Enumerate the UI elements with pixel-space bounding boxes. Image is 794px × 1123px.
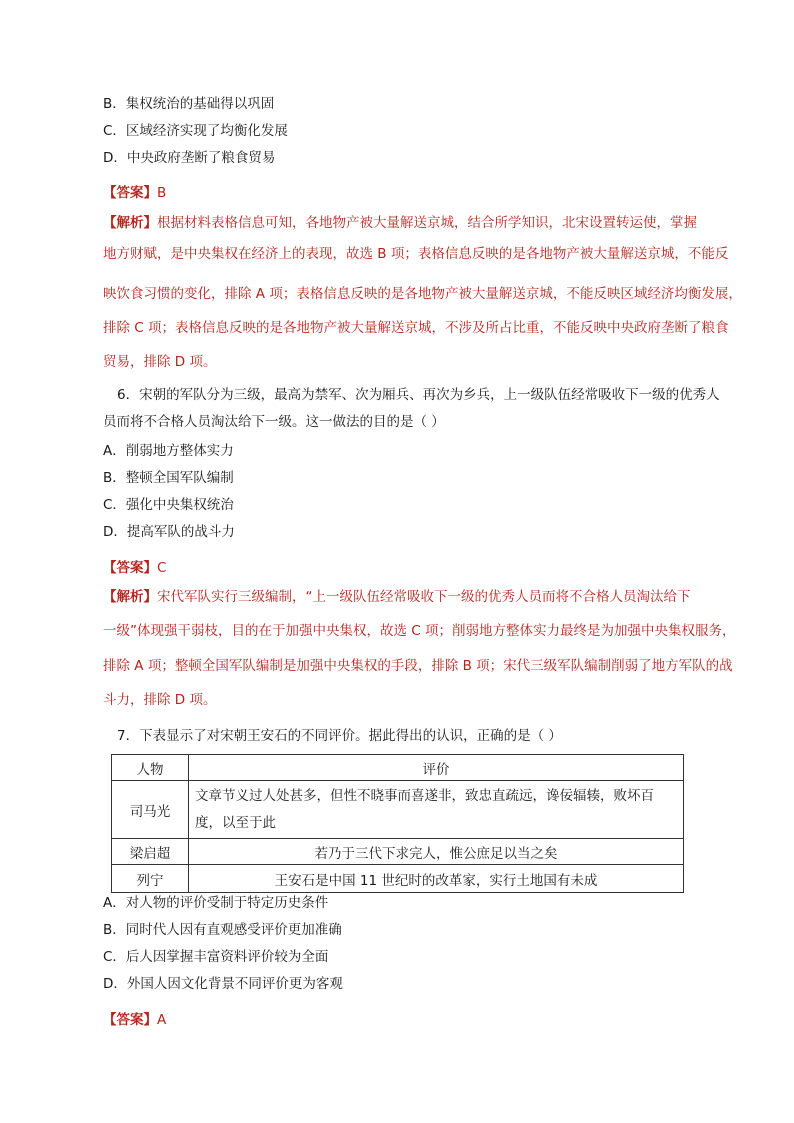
person-cell: 司马光 — [112, 781, 189, 839]
analysis-label: 【解析】 — [103, 215, 157, 231]
table-row — [112, 839, 684, 865]
answer-value: A — [157, 1012, 167, 1028]
q7-stem: 7．下表显示了对宋朝王安石的不同评价。据此得出的认识，正确的是（ ） — [117, 728, 562, 744]
table-header-row — [112, 755, 684, 781]
q7-option-d: D．外国人因文化背景不同评价更为客观 — [103, 976, 343, 992]
q5-answer — [103, 183, 166, 203]
q5-analysis-line: 贸易，排除 D 项。 — [103, 354, 217, 370]
person-cell: 梁启超 — [112, 839, 189, 865]
q5-analysis-line: 【解析】根据材料表格信息可知，各地物产被大量解送京城，结合所学知识，北宋设置转运使，掌握 — [103, 215, 697, 231]
table-row — [112, 781, 684, 839]
person-cell: 列宁 — [112, 865, 189, 893]
q5-option-d: D．中央政府垄断了粮食贸易 — [103, 150, 276, 166]
q6-analysis-line: 排除 A 项；整顿全国军队编制是加强中央集权的手段，排除 B 项；宋代三级军队编制削弱了地方军队的战 — [103, 658, 733, 674]
answer-label: 【答案】 — [103, 185, 157, 201]
q6-stem-line: 6．宋朝的军队分为三级，最高为禁军、次为厢兵、再次为乡兵，上一级队伍经常吸收下一级的优秀人 — [117, 387, 720, 403]
evaluation-table — [111, 754, 684, 893]
q5-analysis-line: 排除 C 项；表格信息反映的是各地物产被大量解送京城，不涉及所占比重，不能反映中央政府垄断了粮食 — [103, 320, 729, 336]
answer-value: B — [157, 185, 167, 201]
q7-answer — [103, 1010, 166, 1030]
q5-option-b: B．集权统治的基础得以巩固 — [103, 96, 275, 112]
q5-analysis-line: 映饮食习惯的变化，排除 A 项；表格信息反映的是各地物产被大量解送京城，不能反映区域经济均衡发展， — [103, 286, 742, 302]
answer-label: 【答案】 — [103, 1012, 157, 1028]
q5-analysis-line: 地方财赋，是中央集权在经济上的表现，故选 B 项；表格信息反映的是各地物产被大量解送京城，不能反 — [103, 246, 729, 262]
q6-analysis-line: 一级”体现强干弱枝，目的在于加强中央集权，故选 C 项；削弱地方整体实力最终是为加强中央集权服务， — [103, 623, 736, 639]
evaluation-cell: 若乃于三代下求完人，惟公庶足以当之矣 — [189, 839, 684, 865]
answer-value: C — [157, 560, 167, 576]
table-row — [112, 865, 684, 893]
evaluation-cell: 王安石是中国 11 世纪时的改革家，实行土地国有未成 — [189, 865, 684, 893]
q7-option-a: A．对人物的评价受制于特定历史条件 — [103, 895, 329, 911]
q6-analysis-line: 【解析】宋代军队实行三级编制，“上一级队伍经常吸收下一级的优秀人员而将不合格人员淘汰给下 — [103, 589, 691, 605]
q6-option-c: C．强化中央集权统治 — [103, 497, 234, 513]
table-header-evaluation: 评价 — [189, 755, 684, 781]
q6-answer — [103, 558, 166, 578]
q6-option-d: D．提高军队的战斗力 — [103, 524, 235, 540]
q7-option-b: B．同时代人因有直观感受评价更加准确 — [103, 922, 342, 938]
q5-option-c: C．区域经济实现了均衡化发展 — [103, 123, 288, 139]
q6-option-b: B．整顿全国军队编制 — [103, 470, 234, 486]
evaluation-cell: 文章节义过人处甚多，但性不晓事而喜遂非，致忠直疏远，谗佞辐辏，败坏百 度，以至于此 — [189, 781, 684, 839]
answer-label: 【答案】 — [103, 560, 157, 576]
q6-stem-line: 员而将不合格人员淘汰给下一级。这一做法的目的是（ ） — [103, 414, 445, 430]
q6-option-a: A．削弱地方整体实力 — [103, 443, 234, 459]
q6-analysis-line: 斗力，排除 D 项。 — [103, 692, 217, 708]
q7-option-c: C．后人因掌握丰富资料评价较为全面 — [103, 949, 329, 965]
table-header-person: 人物 — [112, 755, 189, 781]
analysis-label: 【解析】 — [103, 589, 157, 605]
